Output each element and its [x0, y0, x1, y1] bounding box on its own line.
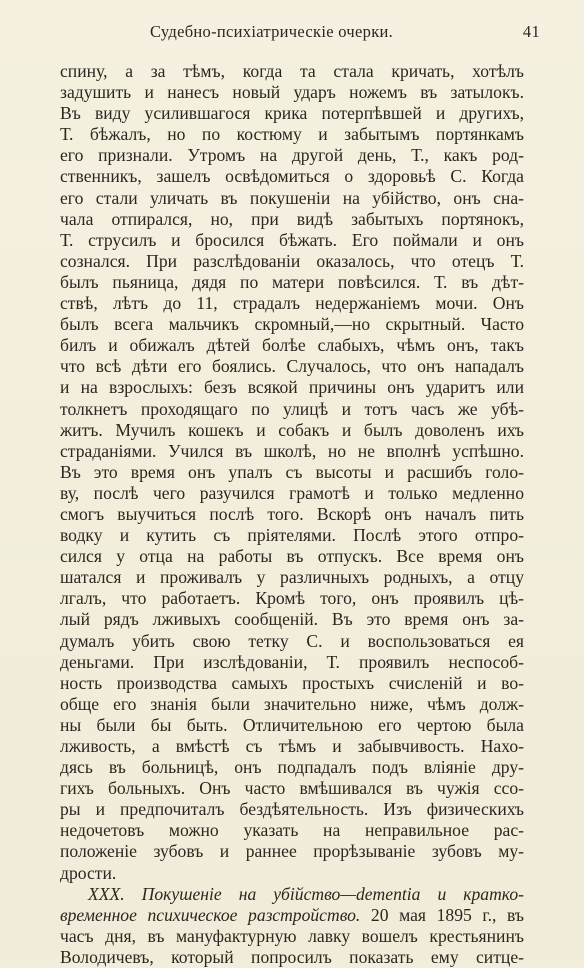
- section-heading-line: [60, 884, 524, 905]
- text-line: недочетовъ можно указать на неправильное рас-: [60, 820, 524, 841]
- text-line: былъ пьяница, дядя по матери повѣсился. Т. въ дѣт-: [60, 271, 524, 292]
- text-line: смогъ выучиться послѣ того. Вскорѣ онъ началъ пить: [60, 503, 524, 524]
- text-line: Т. струсилъ и бросился бѣжать. Его поймали и онъ: [60, 229, 524, 250]
- text-line: лый рядъ лживыхъ сообщеній. Въ это время онъ за-: [60, 609, 524, 630]
- text-line: и на взрослыхъ: безъ всякой причины онъ ударитъ или: [60, 377, 524, 398]
- text-line: дясь въ больницѣ, онъ подпадалъ подъ вліяніе дру-: [60, 757, 524, 778]
- section-date: 20 мая 1895 г., въ: [360, 904, 524, 925]
- text-line: положеніе зубовъ и раннее прорѣзываніе зубовъ му-: [60, 841, 524, 862]
- text-line: водку и кутить съ пріятелями. Послѣ этого отпро-: [60, 525, 524, 546]
- text-line: толкнетъ проходящаго по улицѣ и тотъ часъ же убѣ-: [60, 398, 524, 419]
- text-line: спину, а за тѣмъ, когда та стала кричать, хотѣлъ: [60, 61, 524, 81]
- text-line: сознался. При разслѣдованіи оказалось, что отецъ Т.: [60, 250, 524, 271]
- text-line: лживость, а вмѣстѣ съ тѣмъ и забывчивость. Нахо-: [60, 736, 524, 756]
- text-line: Т. бѣжалъ, но по костюму и забытымъ портянкамъ: [60, 124, 524, 145]
- running-title: Судебно-психіатрическіе очерки.: [150, 22, 394, 41]
- text-line: ность производства самыхъ простыхъ счисленій и во-: [60, 672, 524, 693]
- text-line: ственникъ, зашелъ освѣдомиться о здоровьѣ С. Когда: [60, 166, 524, 187]
- text-line: что всѣ дѣти его боялись. Случалось, что онъ нападалъ: [60, 356, 524, 377]
- section-line: [60, 905, 524, 926]
- text-line: Въ виду усилившагося крика потерпѣвшей и другихъ,: [60, 103, 524, 124]
- text-line: думалъ убить свою тетку С. и воспользоваться ея: [60, 630, 524, 651]
- text-line: сился у отца на работы въ отпускъ. Все время онъ: [60, 546, 524, 567]
- section-line: Володичевъ, который попросилъ показать ему ситце-: [60, 946, 524, 967]
- page-number: 41: [522, 22, 540, 41]
- text-line: страданіями. Учился въ школѣ, но не вполнѣ успѣшно.: [60, 440, 524, 461]
- text-line: чала отпирался, но, при видѣ забытыхъ портянокъ,: [60, 208, 524, 229]
- body-text: [60, 61, 524, 968]
- text-line: ры и предпочиталъ бездѣятельность. Изъ физическихъ: [60, 799, 524, 820]
- text-line: житъ. Мучилъ кошекъ и собакъ и былъ доволенъ ихъ: [60, 419, 524, 440]
- running-header: [150, 22, 540, 46]
- text-line: гихъ больныхъ. Онъ часто вмѣшивался въ чужія ссо-: [60, 778, 524, 799]
- text-line: деньгами. При изслѣдованіи, Т. проявилъ неспособ-: [60, 651, 524, 672]
- text-line: дрости.: [60, 862, 117, 883]
- text-line: обще его знанія были значительно ниже, чѣмъ долж-: [60, 693, 524, 714]
- text-line: ву, послѣ чего разучился грамотѣ и только медленно: [60, 482, 524, 503]
- section-heading-continued: временное психическое разстройство.: [60, 904, 361, 925]
- section-line: часъ дня, въ мануфактурную лавку вошелъ крестьянинъ: [60, 925, 524, 946]
- text-line: ны были бы быть. Отличительною его чертою была: [60, 714, 524, 735]
- text-line: его признали. Утромъ на другой день, Т., какъ род-: [60, 145, 524, 166]
- text-line: задушить и нанесъ новый ударъ ножемъ въ затылокъ.: [60, 82, 524, 103]
- text-line: лгалъ, что работаетъ. Кромѣ того, онъ проявилъ цѣ-: [60, 588, 524, 609]
- section-heading: XXX. Покушеніе на убійство—dementia и кратко-: [88, 883, 524, 904]
- text-line: Въ это время онъ упалъ съ высоты и расшибъ голо-: [60, 461, 524, 482]
- text-line: былъ всега мальчикъ скромный,—но скрытный. Часто: [60, 314, 524, 335]
- text-line: его стали уличать въ покушеніи на убійство, онъ сна-: [60, 187, 524, 208]
- text-line: билъ и обижалъ дѣтей болѣе слабыхъ, чѣмъ онъ, такъ: [60, 335, 524, 356]
- text-line: шатался и проживалъ у различныхъ родныхъ, а отцу: [60, 567, 524, 588]
- text-line: ствѣ, лѣтъ до 11, страдалъ недержаніемъ мочи. Онъ: [60, 293, 524, 314]
